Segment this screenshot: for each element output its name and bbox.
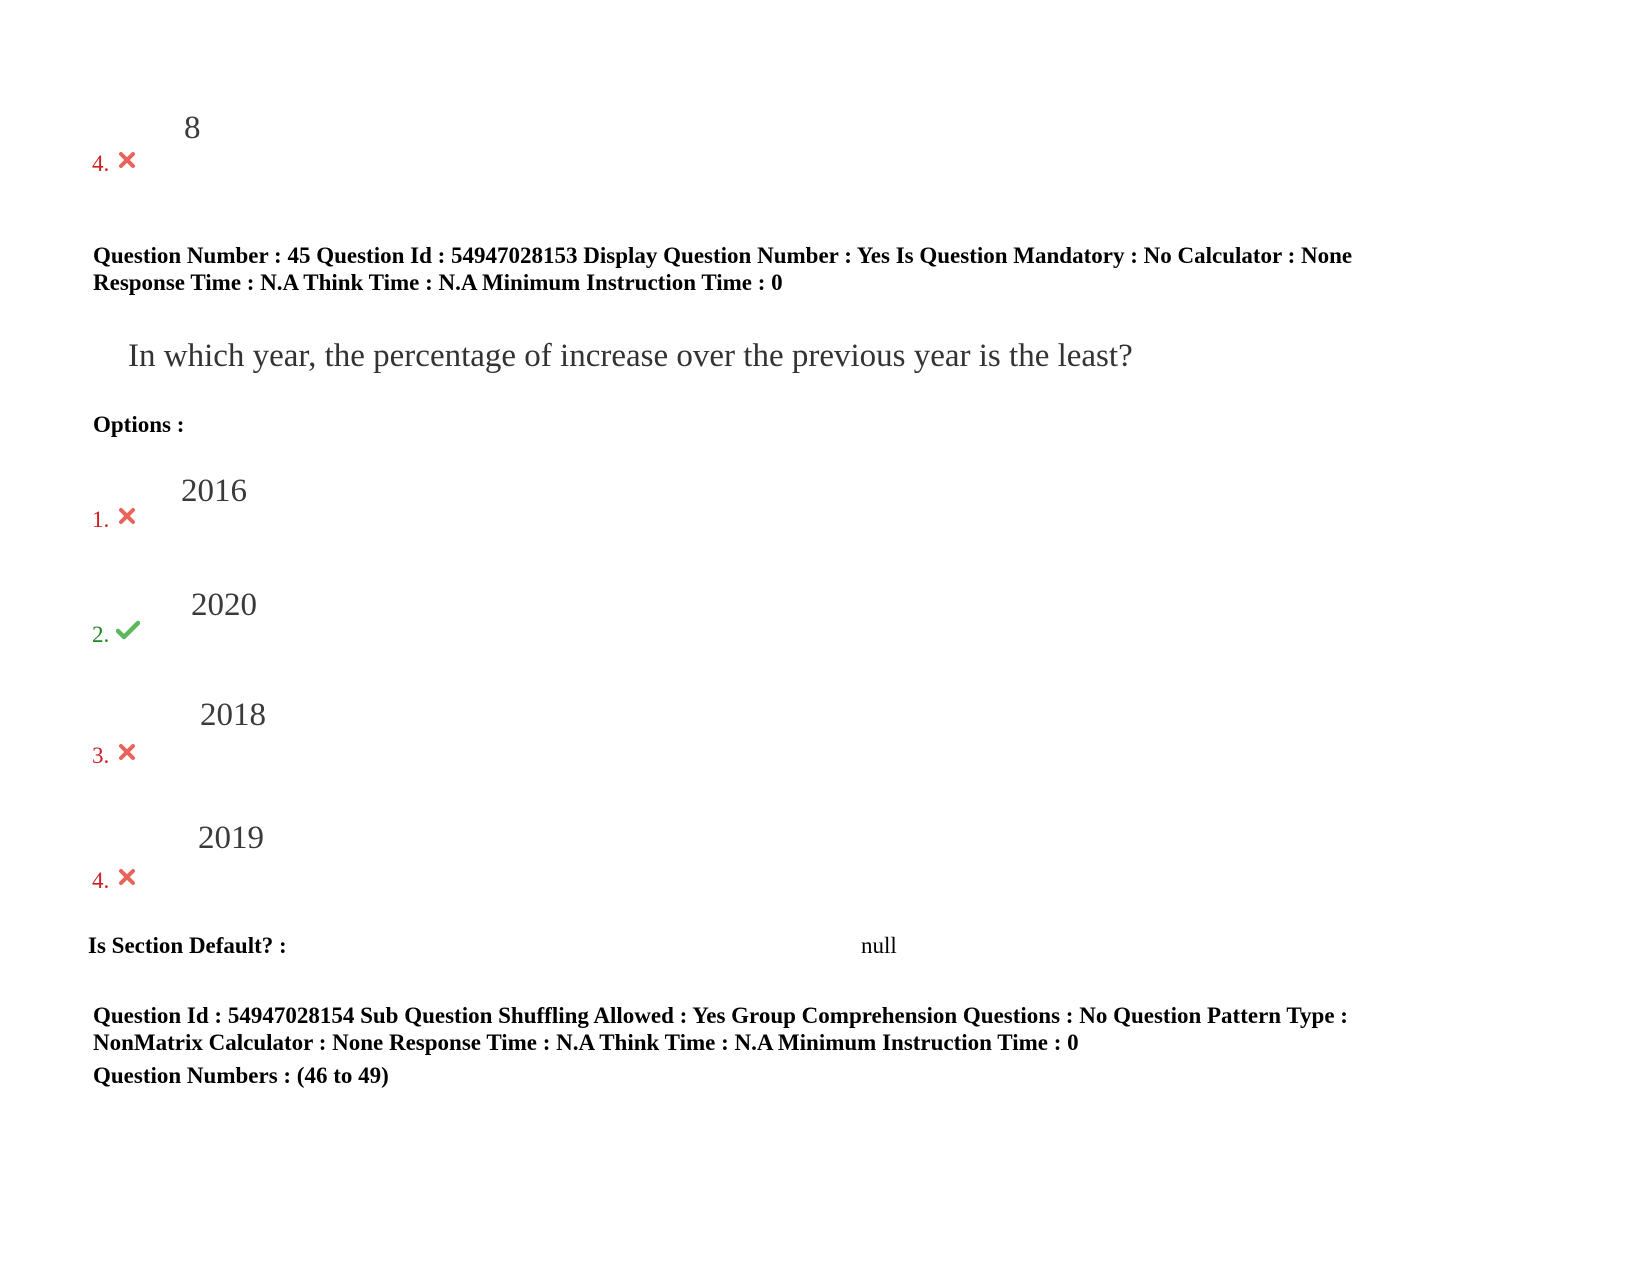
option-1-value: 2016 [181, 473, 247, 509]
question-45-meta-line-1: Question Number : 45 Question Id : 54947028153 Display Question Number : Yes Is Question Mandatory : No Calculator : None [93, 243, 1353, 268]
option-2-value: 2020 [191, 587, 257, 623]
next-group-meta-line-2: NonMatrix Calculator : None Response Time : N.A Think Time : N.A Minimum Instruction Time : 0 [93, 1030, 1079, 1055]
prev-option-4-number: 4. [92, 151, 110, 176]
cross-icon [117, 150, 137, 170]
next-group-meta-line-1: Question Id : 54947028154 Sub Question Shuffling Allowed : Yes Group Comprehension Questions : No Question Pattern Type : [93, 1003, 1348, 1028]
question-45-meta-line-2: Response Time : N.A Think Time : N.A Minimum Instruction Time : 0 [93, 270, 783, 295]
prev-option-4-value: 8 [184, 110, 201, 146]
option-3-value: 2018 [200, 697, 266, 733]
option-4-number: 4. [92, 868, 110, 893]
cross-icon [117, 742, 137, 762]
question-numbers: Question Numbers : (46 to 49) [93, 1063, 389, 1088]
question-45-text: In which year, the percentage of increase over the previous year is the least? [128, 338, 1133, 374]
option-1-number: 1. [92, 507, 110, 532]
option-4-value: 2019 [198, 820, 264, 856]
option-3-number: 3. [92, 743, 110, 768]
cross-icon [117, 867, 137, 887]
option-2-number: 2. [92, 622, 110, 647]
check-icon [116, 620, 140, 640]
cross-icon [117, 506, 137, 526]
section-default-value: null [861, 933, 897, 958]
options-label: Options : [93, 412, 185, 437]
section-default-label: Is Section Default? : [88, 933, 287, 958]
